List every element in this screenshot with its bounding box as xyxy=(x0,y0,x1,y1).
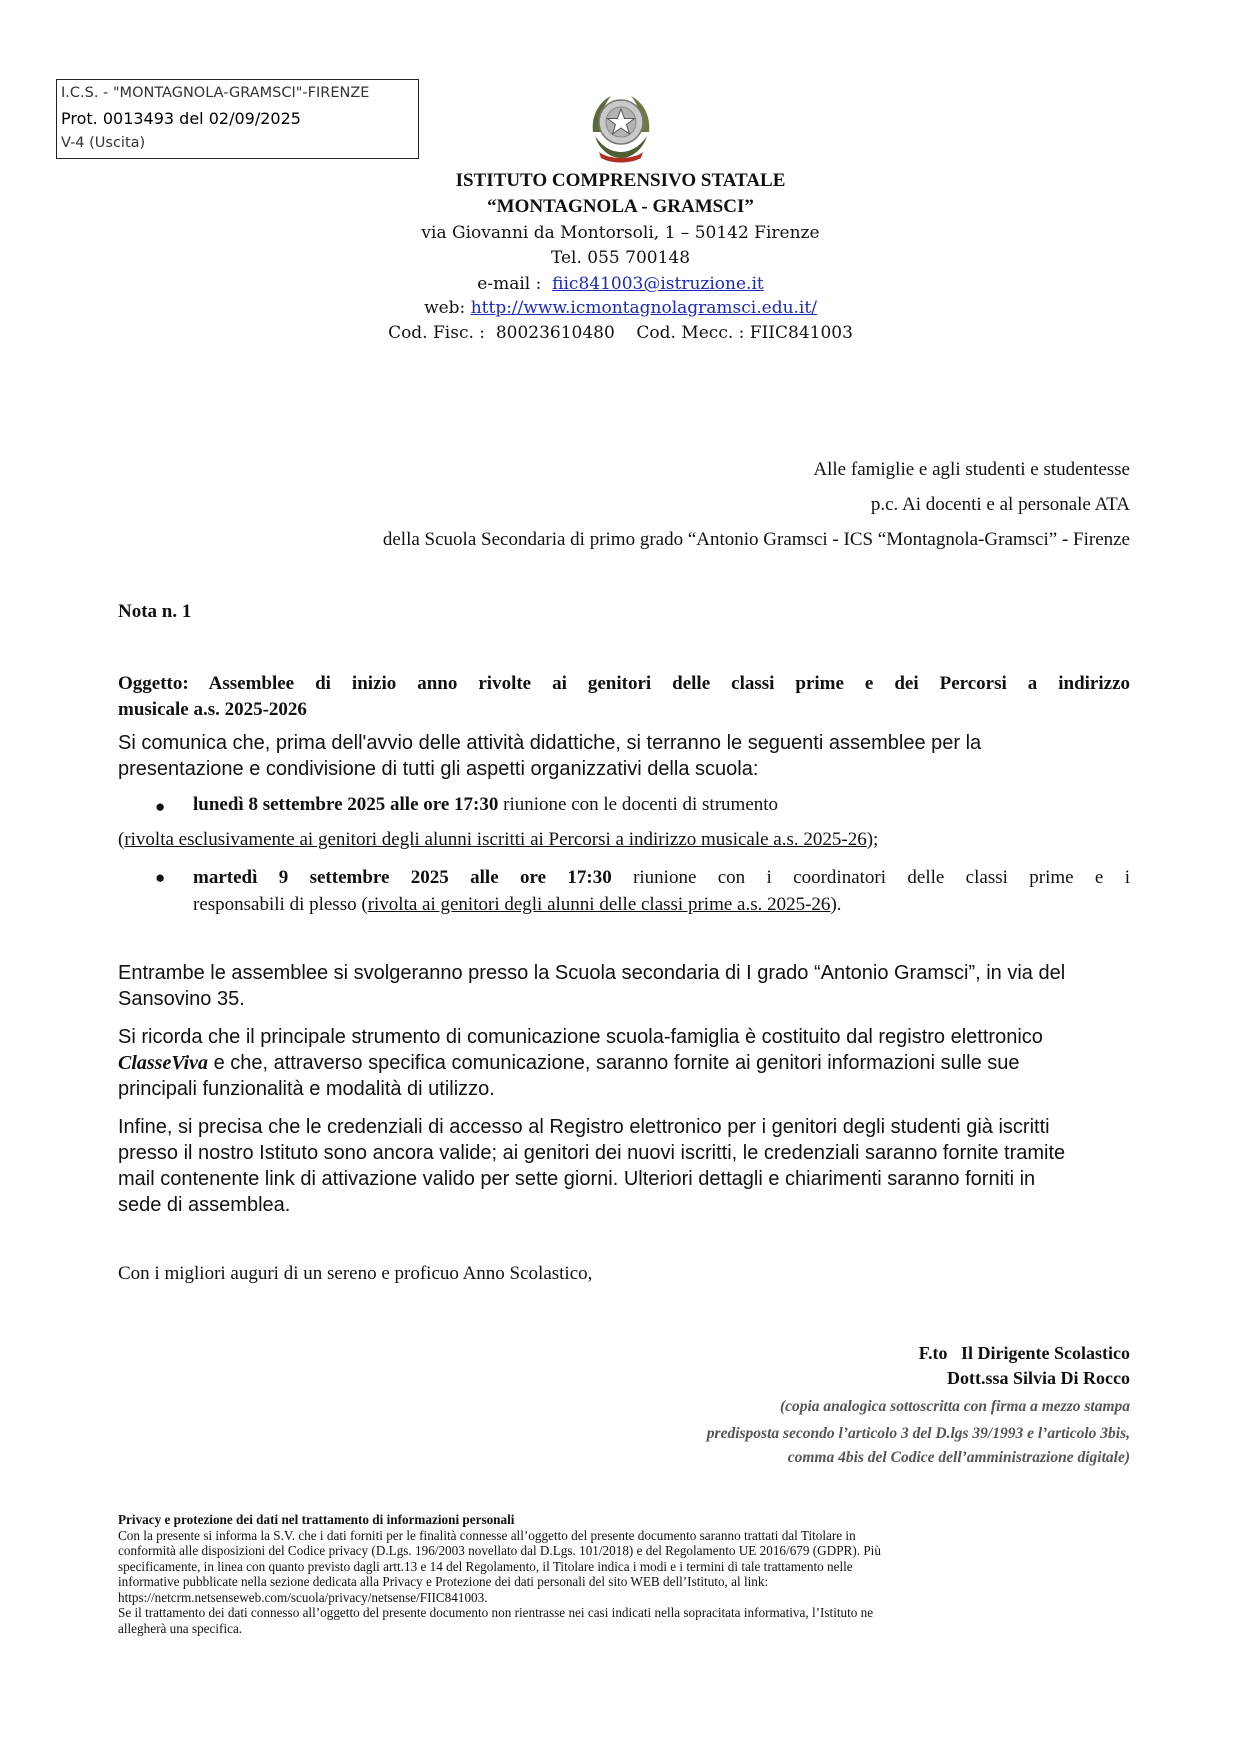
register-paragraph xyxy=(118,1024,1130,1102)
register-line-1: Si ricorda che il principale strumento di comunicazione scuola-famiglia è costituito dal registro elettronico xyxy=(118,1026,1043,1048)
school-subname: “MONTAGNOLA - GRAMSCI” xyxy=(487,196,754,217)
bullet-1: ● xyxy=(155,797,166,816)
privacy-title: Privacy e protezione dei dati nel trattamento di informazioni personali xyxy=(118,1512,515,1527)
signature-note-2: predisposta secondo l’articolo 3 del D.lgs 39/1993 e l’articolo 3bis, xyxy=(706,1425,1130,1442)
meeting-1-date: lunedì 8 settembre 2025 alle ore 17:30 xyxy=(193,794,499,815)
privacy-notice xyxy=(118,1512,1078,1636)
signature-note-1: (copia analogica sottoscritta con firma a mezzo stampa xyxy=(779,1398,1130,1415)
meeting-2-audience: rivolta ai genitori degli alunni delle classi prime a.s. 2025-26 xyxy=(367,894,831,915)
privacy-line-3: specificamente, in linea con quanto previsto dagli artt.13 e 14 del Regolamento, il Titolare indica i modi e i termini di tale trattamento nelle xyxy=(118,1558,853,1574)
subject xyxy=(118,671,1130,723)
bullet-2: ● xyxy=(155,868,166,887)
location-line-2: Sansovino 35. xyxy=(118,988,245,1010)
credentials-paragraph xyxy=(118,1114,1130,1218)
closing-greeting: Con i migliori auguri di un sereno e proficuo Anno Scolastico, xyxy=(118,1263,593,1284)
intro-line-1: Si comunica che, prima dell'avvio delle attività didattiche, si terranno le seguenti assemblee per la xyxy=(118,732,982,754)
recipients-line-3: della Scuola Secondaria di primo grado “Antonio Gramsci - ICS “Montagnola-Gramsci” - Firenze xyxy=(382,529,1130,550)
school-phone: Tel. 055 700148 xyxy=(550,248,691,268)
signature-title: F.to Il Dirigente Scolastico xyxy=(918,1343,1130,1363)
privacy-line-2: conformità alle disposizioni del Codice privacy (D.Lgs. 196/2003 novellato dal D.Lgs. 101/2018) e del Regolamento UE 2016/679 (GDPR). Più xyxy=(118,1543,881,1558)
meeting-1-note-close: ); xyxy=(866,829,879,850)
location-line-1: Entrambe le assemblee si svolgeranno presso la Scuola secondaria di I grado “Antonio Gramsci”, in via del xyxy=(118,962,1066,984)
stamp-school: I.C.S. - "MONTAGNOLA-GRAMSCI"-FIRENZE xyxy=(61,85,370,101)
web-link[interactable]: http://www.icmontagnolagramsci.edu.it/ xyxy=(470,298,817,318)
credentials-line-4: sede di assemblea. xyxy=(118,1194,291,1216)
meeting-2-line-1 xyxy=(193,864,1130,891)
web-label: web: xyxy=(424,298,466,318)
stamp-protocol-number: Prot. 0013493 del 02/09/2025 xyxy=(61,109,301,128)
credentials-line-1: Infine, si precisa che le credenziali di accesso al Registro elettronico per i genitori degli studenti già iscritti xyxy=(118,1116,1050,1138)
school-codes: Cod. Fisc. : 80023610480 Cod. Mecc. : FIIC841003 xyxy=(388,323,853,343)
intro-line-2: presentazione e condivisione di tutti gli aspetti organizzativi della scuola: xyxy=(118,758,759,780)
meeting-2-line-2 xyxy=(193,891,1130,918)
school-web-line xyxy=(0,298,1241,318)
privacy-line-1: Con la presente si informa la S.V. che i dati forniti per le finalità connesse all’oggetto del presente documento saranno trattati dal Titolare in xyxy=(118,1527,856,1543)
meeting-1-audience: rivolta esclusivamente ai genitori degli alunni iscritti ai Percorsi a indirizzo musicale a.s. 2025-26 xyxy=(124,829,867,850)
meeting-2-note-close: ). xyxy=(830,894,842,915)
meeting-2 xyxy=(193,864,1130,918)
school-email-line xyxy=(0,274,1241,294)
meeting-2-text: riunione con i coordinatori delle classi prime e i xyxy=(611,867,1130,888)
register-line-2-rest: e che, attraverso specifica comunicazione, saranno fornite ai genitori informazioni sulle sue xyxy=(208,1052,1020,1074)
subject-line-1: Oggetto: Assemblee di inizio anno rivolte ai genitori delle classi prime e dei Percorsi a indirizzo xyxy=(118,673,1130,694)
privacy-line-4: informative pubblicate nella sezione dedicata alla Privacy e Protezione dei dati personali del sito WEB dell’Istituto, al link: xyxy=(118,1574,769,1589)
meeting-2-date: martedì 9 settembre 2025 alle ore 17:30 xyxy=(193,867,612,888)
intro-paragraph xyxy=(118,730,1130,782)
email-label: e-mail : xyxy=(477,274,542,294)
meeting-2-line-2-pre: responsabili di plesso ( xyxy=(193,894,368,915)
credentials-line-2: presso il nostro Istituto sono ancora valide; ai genitori dei nuovi iscritti, le credenziali saranno fornite tramite xyxy=(118,1142,1066,1164)
recipients-line-1: Alle famiglie e agli studenti e studentesse xyxy=(813,459,1130,480)
privacy-line-6: Se il trattamento dei dati connesso all’oggetto del presente documento non rientrasse nei casi indicati nella sopracitata informativa, l’Istituto ne xyxy=(118,1605,874,1620)
credentials-line-3: mail contenente link di attivazione valido per sette giorni. Ulteriori dettagli e chiarimenti saranno forniti in xyxy=(118,1168,1036,1190)
meeting-1-note xyxy=(118,829,878,851)
meeting-1-text: riunione con le docenti di strumento xyxy=(498,794,779,815)
privacy-line-7: allegherà una specifica. xyxy=(118,1620,243,1636)
school-name: ISTITUTO COMPRENSIVO STATALE xyxy=(455,170,786,191)
recipients-line-2: p.c. Ai docenti e al personale ATA xyxy=(870,494,1130,515)
school-address: via Giovanni da Montorsoli, 1 – 50142 Firenze xyxy=(421,223,820,243)
location-paragraph xyxy=(118,960,1130,1012)
meeting-1-note-open: ( xyxy=(118,829,125,850)
register-line-2 xyxy=(118,1050,1130,1076)
italian-republic-emblem-icon xyxy=(581,86,661,166)
classeviva-brand: ClasseViva xyxy=(118,1052,209,1074)
email-link[interactable]: fiic841003@istruzione.it xyxy=(552,274,764,294)
subject-line-2: musicale a.s. 2025-2026 xyxy=(118,699,307,720)
stamp-category: V-4 (Uscita) xyxy=(61,135,146,151)
note-number: Nota n. 1 xyxy=(118,601,192,622)
signature-note-3: comma 4bis del Codice dell’amministrazione digitale) xyxy=(787,1449,1130,1466)
register-line-3: principali funzionalità e modalità di utilizzo. xyxy=(118,1078,495,1100)
signature-name: Dott.ssa Silvia Di Rocco xyxy=(947,1368,1130,1388)
protocol-stamp xyxy=(56,79,419,159)
privacy-link[interactable]: https://netcrm.netsenseweb.com/scuola/privacy/netsense/FIIC841003. xyxy=(118,1589,488,1605)
meeting-1 xyxy=(193,794,778,816)
